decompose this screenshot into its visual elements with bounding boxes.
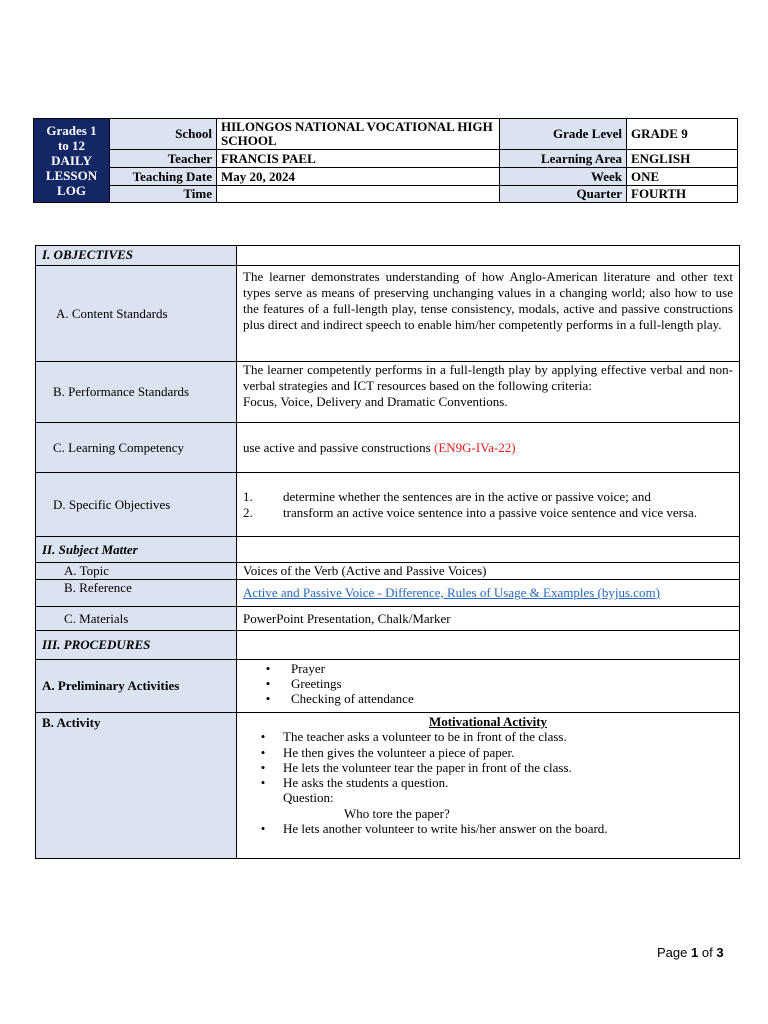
activity-cell bbox=[237, 713, 740, 859]
question-label: Question: bbox=[283, 790, 334, 806]
school-label: School bbox=[110, 119, 217, 150]
activity-list-last bbox=[243, 821, 733, 836]
list-item bbox=[243, 745, 733, 760]
subject-matter-heading-blank bbox=[237, 537, 740, 563]
time-value bbox=[217, 186, 500, 203]
materials-value: PowerPoint Presentation, Chalk/Marker bbox=[237, 607, 740, 631]
preliminary-activities-label: A. Preliminary Activities bbox=[36, 660, 237, 713]
item-number: 1. bbox=[243, 488, 253, 504]
item-text: transform an active voice sentence into a passive voice sentence and vice versa. bbox=[283, 504, 698, 520]
learning-competency-label: C. Learning Competency bbox=[53, 439, 185, 455]
badge-line: LOG bbox=[57, 183, 86, 198]
bullet: • bbox=[260, 759, 266, 775]
badge-line: DAILY bbox=[51, 153, 92, 168]
teacher-label: Teacher bbox=[110, 150, 217, 168]
item-text: Prayer bbox=[291, 661, 325, 676]
activity-list bbox=[243, 729, 733, 790]
competency-code: (EN9G-IVa-22) bbox=[433, 439, 516, 455]
performance-standards-label: B. Performance Standards bbox=[53, 384, 190, 399]
bullet: • bbox=[260, 775, 266, 791]
topic-label: A. Topic bbox=[36, 563, 237, 580]
item-text: He then gives the volunteer a piece of paper. bbox=[283, 744, 515, 760]
quarter-label: Quarter bbox=[500, 186, 627, 203]
performance-standards-cell-right bbox=[237, 362, 740, 423]
materials-label: C. Materials bbox=[36, 607, 237, 631]
page-current: 1 bbox=[691, 945, 699, 960]
teacher-value: FRANCIS PAEL bbox=[217, 150, 500, 168]
item-text: The teacher asks a volunteer to be in front of the class. bbox=[283, 729, 567, 745]
week-label: Week bbox=[500, 168, 627, 186]
grade-level-label: Grade Level bbox=[500, 119, 627, 150]
reference-link[interactable]: Active and Passive Voice - Difference, Rules of Usage & Examples (byjus.com) bbox=[243, 585, 660, 600]
list-item bbox=[243, 729, 733, 744]
page-number bbox=[657, 945, 724, 960]
lesson-log-header bbox=[33, 118, 738, 203]
learning-competency-text: use active and passive constructions bbox=[243, 439, 434, 455]
bullet: • bbox=[260, 821, 266, 837]
subject-matter-heading: II. Subject Matter bbox=[36, 537, 237, 563]
item-text: He lets another volunteer to write his/her answer on the board. bbox=[283, 821, 608, 837]
badge-line: to 12 bbox=[57, 138, 86, 153]
time-label: Time bbox=[110, 186, 217, 203]
performance-criteria: Focus, Voice, Delivery and Dramatic Conventions. bbox=[243, 394, 508, 409]
teaching-date-value: May 20, 2024 bbox=[217, 168, 500, 186]
specific-objectives-list bbox=[243, 489, 733, 521]
list-item bbox=[243, 489, 733, 505]
reference-cell bbox=[237, 580, 740, 607]
procedures-heading-blank bbox=[237, 631, 740, 660]
dll-badge bbox=[34, 119, 110, 203]
question-text: Who tore the paper? bbox=[344, 805, 450, 821]
bullet: • bbox=[260, 729, 266, 745]
badge-line: LESSON bbox=[45, 168, 98, 183]
objectives-heading: I. OBJECTIVES bbox=[36, 246, 237, 266]
content-standards-cell bbox=[36, 266, 237, 362]
preliminary-activities-cell bbox=[237, 660, 740, 713]
objectives-heading-blank bbox=[237, 246, 740, 266]
list-item bbox=[243, 760, 733, 775]
quarter-value: FOURTH bbox=[627, 186, 738, 203]
list-item bbox=[243, 821, 733, 836]
activity-title: Motivational Activity bbox=[428, 714, 548, 729]
school-value: HILONGOS NATIONAL VOCATIONAL HIGH SCHOOL bbox=[217, 119, 500, 150]
grade-level-value: GRADE 9 bbox=[627, 119, 738, 150]
item-text: Greetings bbox=[291, 676, 342, 691]
procedures-heading: III. PROCEDURES bbox=[36, 631, 237, 660]
item-text: He lets the volunteer tear the paper in front of the class. bbox=[283, 759, 572, 775]
item-text: He asks the students a question. bbox=[283, 775, 449, 791]
learning-area-label: Learning Area bbox=[500, 150, 627, 168]
learning-area-value: ENGLISH bbox=[627, 150, 738, 168]
specific-objectives-cell-right bbox=[237, 473, 740, 537]
topic-value: Voices of the Verb (Active and Passive Voices) bbox=[237, 563, 740, 580]
item-text: determine whether the sentences are in the active or passive voice; and bbox=[283, 488, 651, 504]
item-text: Checking of attendance bbox=[291, 691, 414, 706]
performance-standards-cell bbox=[36, 362, 237, 423]
page-word: Page bbox=[657, 945, 688, 960]
page-total: 3 bbox=[716, 945, 724, 960]
bullet: • bbox=[265, 661, 271, 676]
bullet: • bbox=[260, 744, 266, 760]
item-number: 2. bbox=[243, 504, 253, 520]
teaching-date-label: Teaching Date bbox=[110, 168, 217, 186]
content-standards-label: A. Content Standards bbox=[56, 305, 168, 321]
list-item bbox=[245, 661, 733, 676]
list-item bbox=[245, 691, 733, 706]
bullet: • bbox=[265, 691, 271, 706]
preliminary-list bbox=[243, 661, 733, 706]
list-item bbox=[243, 775, 733, 790]
week-value: ONE bbox=[627, 168, 738, 186]
learning-competency-cell bbox=[36, 423, 237, 473]
list-item bbox=[243, 505, 733, 521]
performance-standards-text: The learner competently performs in a full-length play by applying effective verbal and non-verbal strategies and ICT resources based on the following criteria: bbox=[243, 362, 733, 393]
list-item bbox=[245, 676, 733, 691]
badge-line: Grades 1 bbox=[46, 123, 97, 138]
activity-label: B. Activity bbox=[36, 713, 237, 859]
learning-competency-cell-right bbox=[237, 423, 740, 473]
content-standards-text: The learner demonstrates understanding of how Anglo-American literature and other text types serve as means of preserving unchanging values in a changing world; also how to use the features of a full-length play, tense consistency, modals, active and passive constructions plus direct and indirect speech to enable him/her competently performs in a full-length play. bbox=[237, 266, 740, 362]
specific-objectives-label: D. Specific Objectives bbox=[53, 496, 171, 512]
bullet: • bbox=[265, 676, 271, 691]
page-of: of bbox=[701, 945, 713, 960]
specific-objectives-cell bbox=[36, 473, 237, 537]
reference-label: B. Reference bbox=[36, 580, 237, 607]
lesson-plan-table bbox=[35, 245, 740, 859]
